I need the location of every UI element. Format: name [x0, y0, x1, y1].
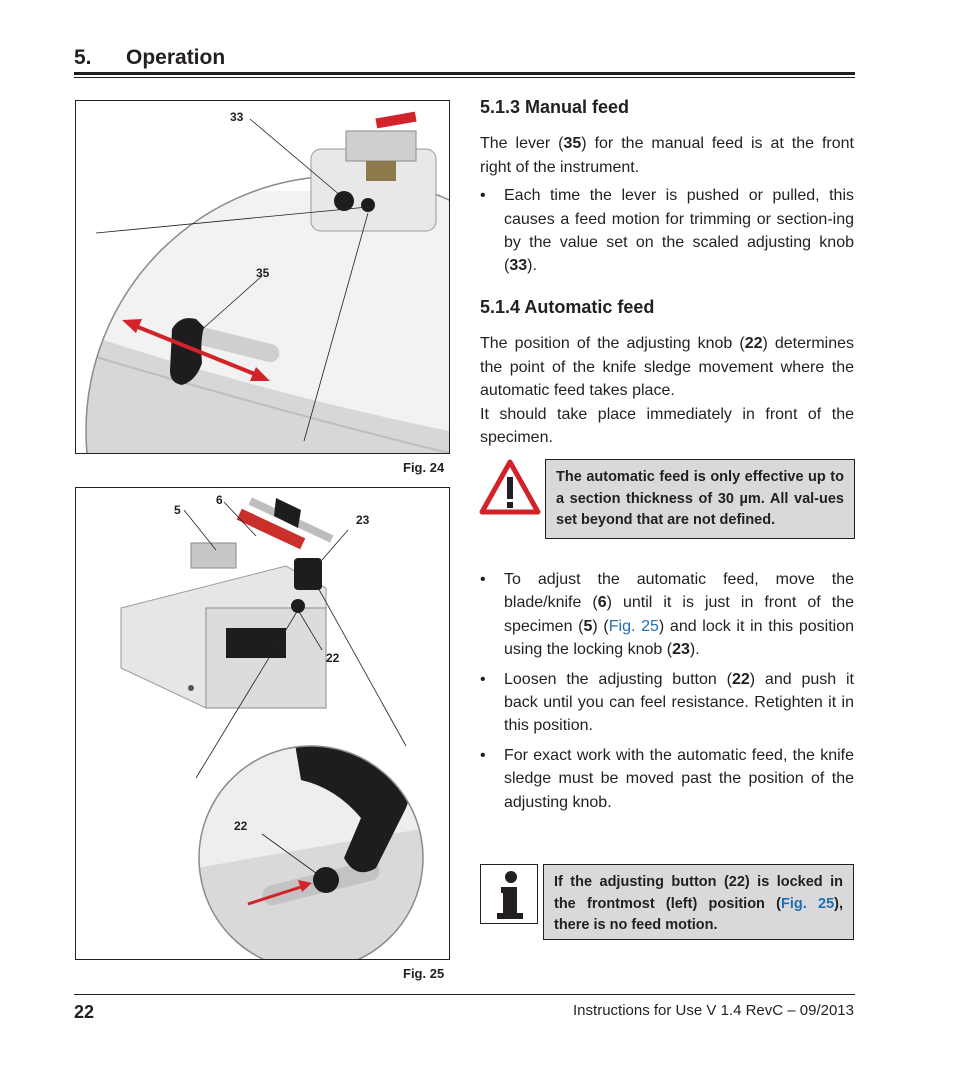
bullet-adjust-feed: • To adjust the automatic feed, move the blade/knife (6) until it is just in front of the specimen (5) (Fig. 25) and lock it in this position using the locking knob (23).: [480, 568, 854, 662]
figure-24: [75, 100, 450, 454]
bullet-loosen-button: • Loosen the adjusting button (22) and push it back until you can feel resistance. Retighten it in this position.: [480, 668, 854, 738]
callout-6: 6: [216, 493, 223, 507]
info-icon: [480, 864, 538, 924]
footer-rule: [74, 994, 855, 995]
callout-33: 33: [230, 110, 244, 124]
callout-23: 23: [356, 513, 370, 527]
automatic-feed-bullets: [480, 568, 854, 814]
callout-22-zoom: 22: [234, 819, 248, 833]
callout-22-top: 22: [326, 651, 340, 665]
footer-doc-info: Instructions for Use V 1.4 RevC – 09/2013: [573, 1002, 854, 1019]
fig-25-link-note[interactable]: Fig. 25: [781, 895, 835, 912]
warning-triangle-icon: [479, 459, 541, 515]
figure-25-caption: Fig. 25: [403, 966, 445, 981]
figure-24-caption: Fig. 24: [403, 460, 445, 475]
callout-35: 35: [256, 266, 270, 280]
bullet-exact-work: • For exact work with the automatic feed, the knife sledge must be moved past the position of the adjusting knob.: [480, 744, 854, 814]
figure-24-illustration: [76, 101, 449, 453]
header-rule-thin: [74, 77, 855, 78]
automatic-feed-section: [480, 296, 854, 449]
figure-25-illustration: [76, 488, 449, 959]
automatic-feed-para1: The position of the adjusting knob (22) determines the point of the knife sledge movement where the automatic feed takes place.: [480, 335, 855, 400]
fig-25-link[interactable]: Fig. 25: [608, 617, 659, 635]
info-note-box: If the adjusting button (22) is locked in the frontmost (left) position (Fig. 25), there is no feed motion.: [543, 864, 854, 940]
automatic-feed-para2: It should take place immediately in front of the specimen.: [480, 405, 854, 447]
manual-feed-heading: 5.1.3 Manual feed: [480, 97, 630, 117]
callout-5: 5: [174, 503, 181, 517]
automatic-feed-heading: 5.1.4 Automatic feed: [480, 297, 655, 317]
section-number: 5.: [74, 46, 92, 69]
manual-feed-section: [480, 96, 854, 278]
figure-25: [75, 487, 450, 960]
header-rule: [74, 72, 855, 75]
page-number: 22: [74, 1002, 95, 1022]
manual-feed-bullet: • Each time the lever is pushed or pulled, this causes a feed motion for trimming or section-ing by the value set on the scaled adjusting knob (33).: [480, 184, 854, 278]
section-title: Operation: [126, 46, 226, 69]
warning-box: The automatic feed is only effective up to a section thickness of 30 µm. All val-ues set beyond that are not defined.: [545, 459, 855, 539]
manual-feed-intro: The lever (35) for the manual feed is at the front right of the instrument.: [480, 135, 854, 176]
